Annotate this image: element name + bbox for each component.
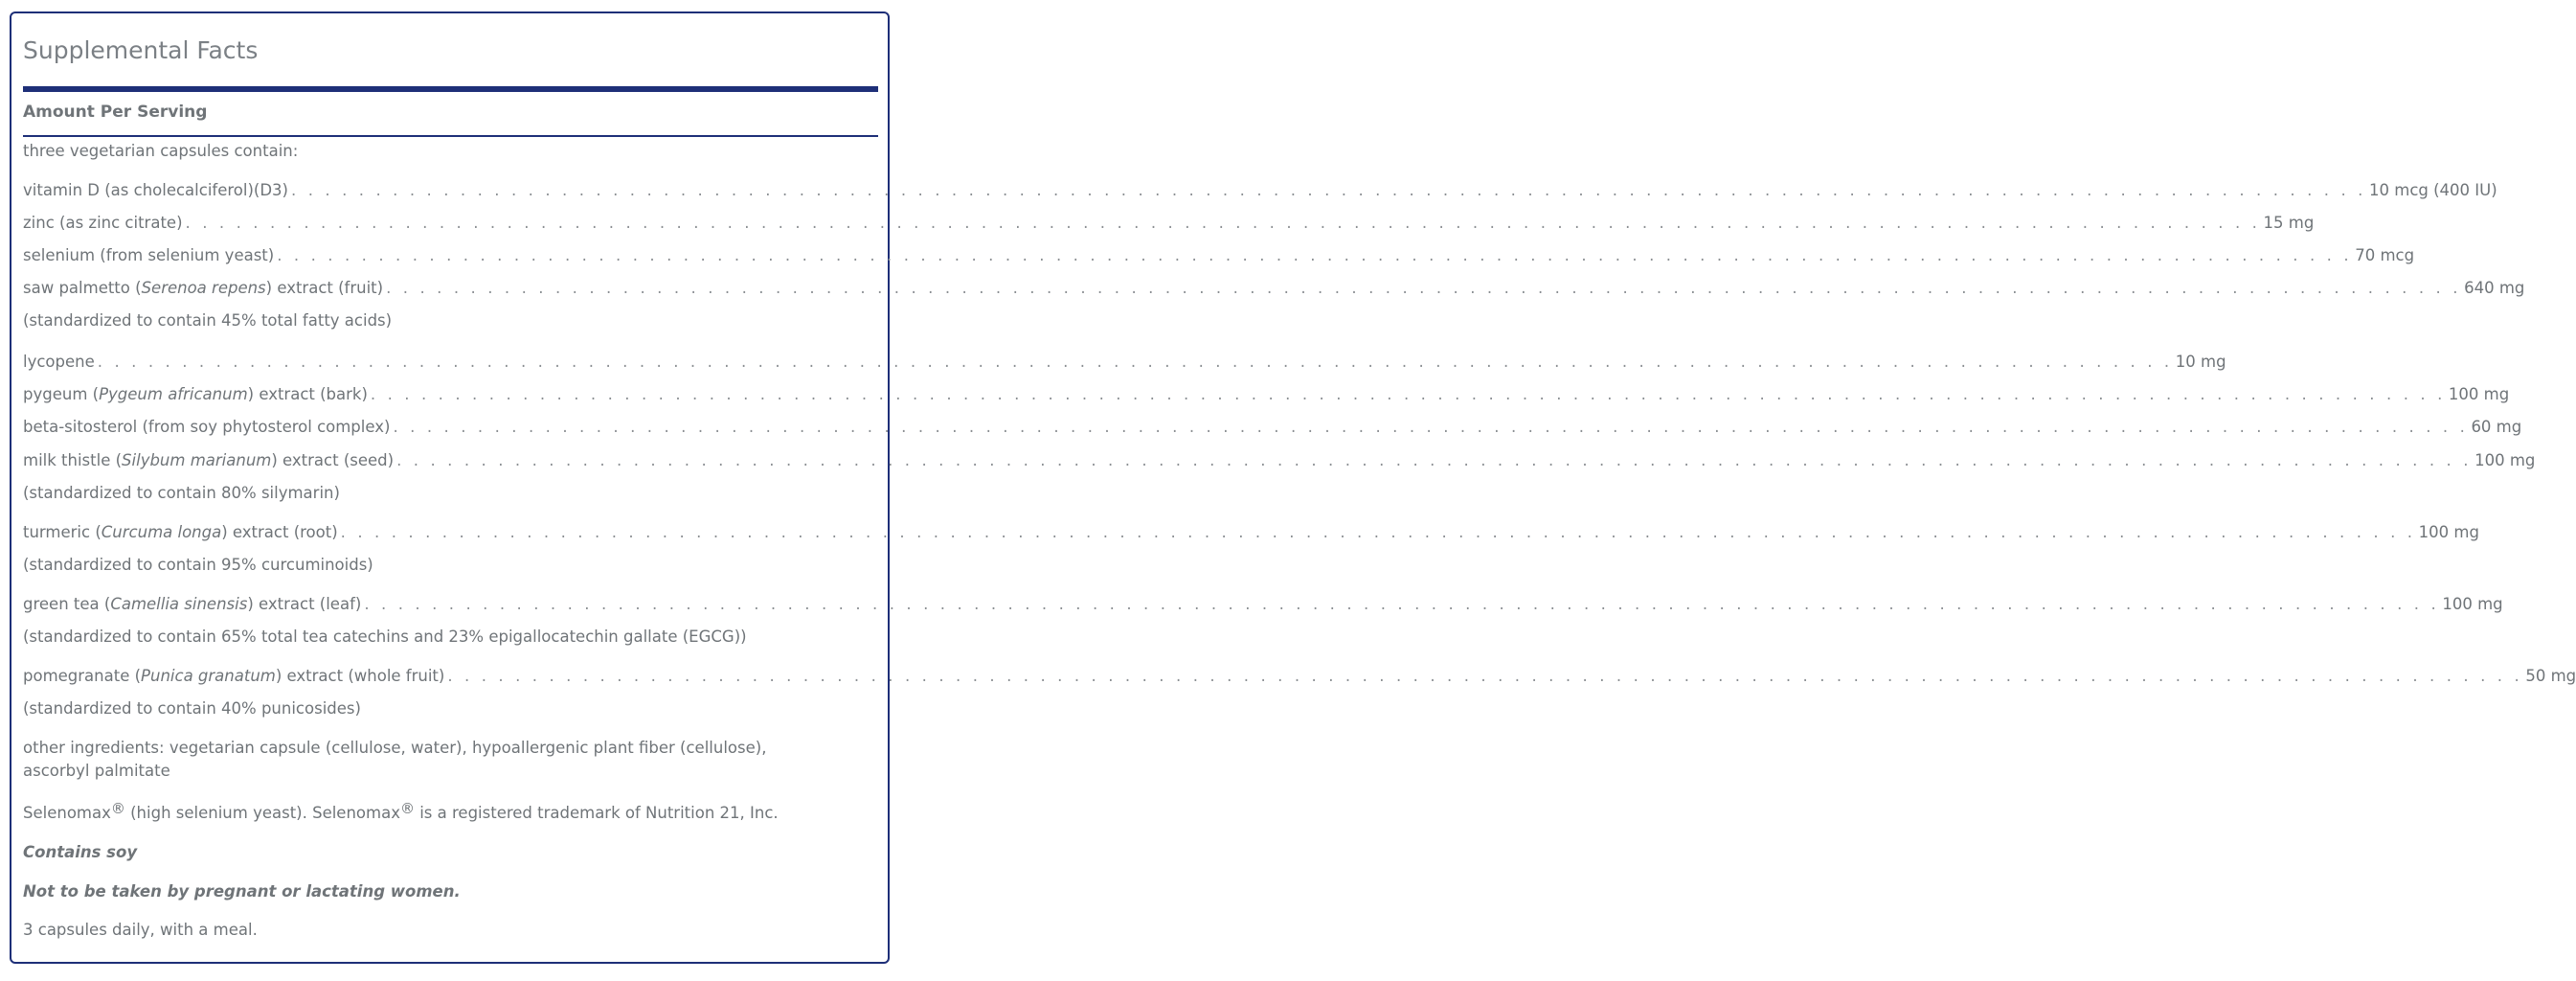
ingredient-name: pygeum (Pygeum africanum) extract (bark) xyxy=(23,385,368,403)
dot-leader: . . . . . . . . . . . . . . . . . . . . . . . . . . . . . . . . . . . . . . . . . . . . . . . . . . . . . . . . . . . . . . . . . . . . . . . . . . . . . . . . . . . . . . . . . . . . . . . . . . . . . . . . . . . . . . . . . . . . . . . . . . . xyxy=(386,279,2462,297)
allergen-statement: Contains soy xyxy=(23,843,138,861)
ingredient-amount: 100 mg xyxy=(2418,523,2479,541)
ingredient-row-selenium xyxy=(23,244,2415,267)
ingredient-row-vitamin-d xyxy=(23,179,2497,202)
ingredient-row-saw-palmetto xyxy=(23,277,2525,300)
standardized-note-green-tea: (standardized to contain 65% total tea catechins and 23% epigallocatechin gallate (EGCG)) xyxy=(23,627,747,646)
dot-leader: . . . . . . . . . . . . . . . . . . . . . . . . . . . . . . . . . . . . . . . . . . . . . . . . . . . . . . . . . . . . . . . . . . . . . . . . . . . . . . . . . . . . . . . . . . . . . . . . . . . . . . . . . . . . . . . . . . . . . . . . . . . xyxy=(340,523,2416,541)
ingredient-amount: 70 mcg xyxy=(2355,246,2415,264)
directions: 3 capsules daily, with a meal. xyxy=(23,921,258,939)
dot-leader: . . . . . . . . . . . . . . . . . . . . . . . . . . . . . . . . . . . . . . . . . . . . . . . . . . . . . . . . . . . . . . . . . . . . . . . . . . . . . . . . . . . . . . . . . . . . . . . . . . . . . . . . . . . . . . . . . . . . . . . . . . . xyxy=(291,181,2366,199)
thick-divider xyxy=(23,86,878,92)
ingredient-row-turmeric xyxy=(23,521,2479,544)
ingredient-name: milk thistle (Silybum marianum) extract (seed) xyxy=(23,451,395,469)
ingredient-row-pygeum xyxy=(23,383,2510,406)
ingredient-amount: 10 mg xyxy=(2175,353,2226,371)
standardized-note-milk-thistle: (standardized to contain 80% silymarin) xyxy=(23,484,340,502)
ingredient-name: turmeric (Curcuma longa) extract (root) xyxy=(23,523,338,541)
ingredient-row-green-tea xyxy=(23,593,2503,616)
ingredient-amount: 100 mg xyxy=(2442,595,2503,613)
ingredient-name: selenium (from selenium yeast) xyxy=(23,246,275,264)
standardized-note-pomegranate: (standardized to contain 40% punicosides) xyxy=(23,699,361,718)
dot-leader: . . . . . . . . . . . . . . . . . . . . . . . . . . . . . . . . . . . . . . . . . . . . . . . . . . . . . . . . . . . . . . . . . . . . . . . . . . . . . . . . . . . . . . . . . . . . . . . . . . . . . . . . . . . . . . . . . . . . . . . . . . . xyxy=(97,353,2173,371)
ingredient-name: lycopene xyxy=(23,353,95,371)
ingredient-row-pomegranate xyxy=(23,665,2576,688)
ingredient-amount: 15 mg xyxy=(2263,214,2315,232)
ingredient-row-zinc xyxy=(23,212,2315,235)
ingredient-amount: 640 mg xyxy=(2464,279,2525,297)
ingredient-name: pomegranate (Punica granatum) extract (whole fruit) xyxy=(23,667,445,685)
ingredient-name: green tea (Camellia sinensis) extract (leaf) xyxy=(23,595,362,613)
selenomax-trademark-note: Selenomax® (high selenium yeast). Selenomax® is a registered trademark of Nutrition 21, Inc. xyxy=(23,800,779,822)
dot-leader: . . . . . . . . . . . . . . . . . . . . . . . . . . . . . . . . . . . . . . . . . . . . . . . . . . . . . . . . . . . . . . . . . . . . . . . . . . . . . . . . . . . . . . . . . . . . . . . . . . . . . . . . . . . . . . . . . . . . . . . . . . . xyxy=(277,246,2353,264)
ingredient-name: saw palmetto (Serenoa repens) extract (fruit) xyxy=(23,279,384,297)
other-ingredients: other ingredients: vegetarian capsule (cellulose, water), hypoallergenic plant fiber (cellulose), ascorbyl palmitate xyxy=(23,739,767,780)
dot-leader: . . . . . . . . . . . . . . . . . . . . . . . . . . . . . . . . . . . . . . . . . . . . . . . . . . . . . . . . . . . . . . . . . . . . . . . . . . . . . . . . . . . . . . . . . . . . . . . . . . . . . . . . . . . . . . . . . . . . . . . . . . . xyxy=(370,385,2446,403)
ingredient-row-beta-sitosterol xyxy=(23,416,2522,439)
ingredient-name: beta-sitosterol (from soy phytosterol complex) xyxy=(23,418,391,436)
panel-title: Supplemental Facts xyxy=(23,36,259,64)
supplement-facts-panel xyxy=(10,11,2576,964)
ingredient-amount: 50 mg xyxy=(2525,667,2576,685)
standardized-note-saw-palmetto: (standardized to contain 45% total fatty acids) xyxy=(23,311,393,330)
ingredient-amount: 60 mg xyxy=(2471,418,2522,436)
dot-leader: . . . . . . . . . . . . . . . . . . . . . . . . . . . . . . . . . . . . . . . . . . . . . . . . . . . . . . . . . . . . . . . . . . . . . . . . . . . . . . . . . . . . . . . . . . . . . . . . . . . . . . . . . . . . . . . . . . . . . . . . . . . xyxy=(364,595,2440,613)
ingredient-amount: 100 mg xyxy=(2448,385,2510,403)
ingredient-name: vitamin D (as cholecalciferol)(D3) xyxy=(23,181,288,199)
thin-divider xyxy=(23,135,878,137)
ingredient-name: zinc (as zinc citrate) xyxy=(23,214,183,232)
ingredient-amount: 100 mg xyxy=(2474,451,2536,469)
dot-leader: . . . . . . . . . . . . . . . . . . . . . . . . . . . . . . . . . . . . . . . . . . . . . . . . . . . . . . . . . . . . . . . . . . . . . . . . . . . . . . . . . . . . . . . . . . . . . . . . . . . . . . . . . . . . . . . . . . . . . . . . . . . xyxy=(393,418,2469,436)
dot-leader: . . . . . . . . . . . . . . . . . . . . . . . . . . . . . . . . . . . . . . . . . . . . . . . . . . . . . . . . . . . . . . . . . . . . . . . . . . . . . . . . . . . . . . . . . . . . . . . . . . . . . . . . . . . . . . . . . . . . . . . . . . . xyxy=(396,451,2473,469)
ingredient-row-lycopene xyxy=(23,351,2226,374)
pregnancy-warning: Not to be taken by pregnant or lactating women. xyxy=(23,882,461,901)
ingredient-amount: 10 mcg (400 IU) xyxy=(2369,181,2497,199)
dot-leader: . . . . . . . . . . . . . . . . . . . . . . . . . . . . . . . . . . . . . . . . . . . . . . . . . . . . . . . . . . . . . . . . . . . . . . . . . . . . . . . . . . . . . . . . . . . . . . . . . . . . . . . . . . . . . . . . . . . . . . . . . . . xyxy=(185,214,2261,232)
dot-leader: . . . . . . . . . . . . . . . . . . . . . . . . . . . . . . . . . . . . . . . . . . . . . . . . . . . . . . . . . . . . . . . . . . . . . . . . . . . . . . . . . . . . . . . . . . . . . . . . . . . . . . . . . . . . . . . . . . . . . . . . . . . xyxy=(447,667,2523,685)
standardized-note-turmeric: (standardized to contain 95% curcuminoids) xyxy=(23,556,373,574)
serving-note: three vegetarian capsules contain: xyxy=(23,142,299,160)
ingredient-row-milk-thistle xyxy=(23,449,2536,472)
amount-per-serving-header: Amount Per Serving xyxy=(23,103,208,122)
